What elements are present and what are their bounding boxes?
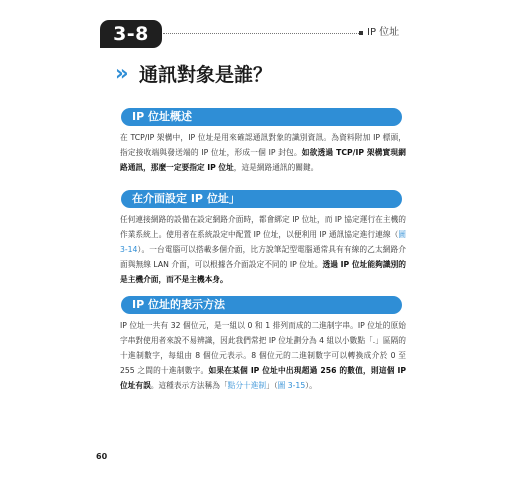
paragraph-text: 」（ bbox=[266, 381, 278, 390]
bold-emphasis: 如果在某個 IP 位址中出現超過 256 的數值，則這個 IP 位址有誤 bbox=[120, 366, 407, 390]
section-heading-ip-overview: IP 位址概述 bbox=[121, 108, 402, 126]
bold-emphasis: 透過 IP 位址能夠識別的是主機介面，而不是主機本身。 bbox=[120, 260, 406, 284]
paragraph-text: 。這種表示方法稱為「 bbox=[150, 381, 228, 390]
paragraph-text: ）。 bbox=[305, 381, 317, 390]
term-highlight: 點分十進制 bbox=[227, 381, 267, 390]
page-number: 60 bbox=[96, 452, 108, 461]
figure-reference: 圖 3-15 bbox=[277, 381, 306, 390]
bold-emphasis: 如欲透過 TCP/IP 架構實現網路通訊，那麼一定要指定 IP 位址 bbox=[120, 148, 406, 172]
figure-reference: 圖 3-14 bbox=[120, 230, 406, 254]
paragraph-text: 任何連接網路的設備在設定網路介面時，都會綁定 IP 位址，而 IP 協定運行在主機的作業系統上。使用者在系統設定中配置 IP 位址，以便利用 IP 通訊協定進行連線（ bbox=[120, 215, 406, 239]
section-number-badge: 3-8 bbox=[100, 20, 162, 48]
paragraph-text: 在 TCP/IP 架構中，IP 位址是用來確認通訊對象的識別資訊。為資料附加 IP 標頭，指定接收端與發送端的 IP 位址，形成一個 IP 封包。 bbox=[120, 133, 406, 157]
running-header-title: IP 位址 bbox=[367, 27, 400, 38]
section-heading-interface-ip: 在介面設定 IP 位址」 bbox=[121, 190, 402, 208]
header-bullet-square bbox=[359, 31, 363, 35]
section-paragraph-interface-ip bbox=[120, 212, 406, 287]
paragraph-text: IP 位址一共有 32 個位元，是一組以 0 和 1 排列而成的二進制字串。IP 位址的原始字串對使用者來說不易辨識，因此我們常把 IP 位址劃分為 4 組以小數點「.」區隔的十進制數字，每組由 8 個位元表示。8 個位元的二進制數字可以轉換成介於 0 至 255 之間的十進制數字。 bbox=[120, 321, 406, 375]
section-paragraph-ip-notation bbox=[120, 318, 406, 393]
paragraph-text: ）。一台電腦可以搭載多個介面，比方說筆記型電腦通常具有有線的乙太網路介面與無線 LAN 介面，可以根據各介面設定不同的 IP 位址。 bbox=[120, 245, 406, 269]
page-title bbox=[115, 58, 272, 88]
section-paragraph-ip-overview bbox=[120, 130, 406, 175]
double-chevron-icon: » bbox=[115, 61, 129, 85]
page-title-text: 通訊對象是誰？ bbox=[139, 63, 273, 86]
paragraph-text: ，這是網路通訊的關鍵。 bbox=[233, 163, 319, 172]
section-heading-ip-notation: IP 位址的表示方法 bbox=[121, 296, 402, 314]
header-dotted-rule bbox=[163, 33, 361, 34]
